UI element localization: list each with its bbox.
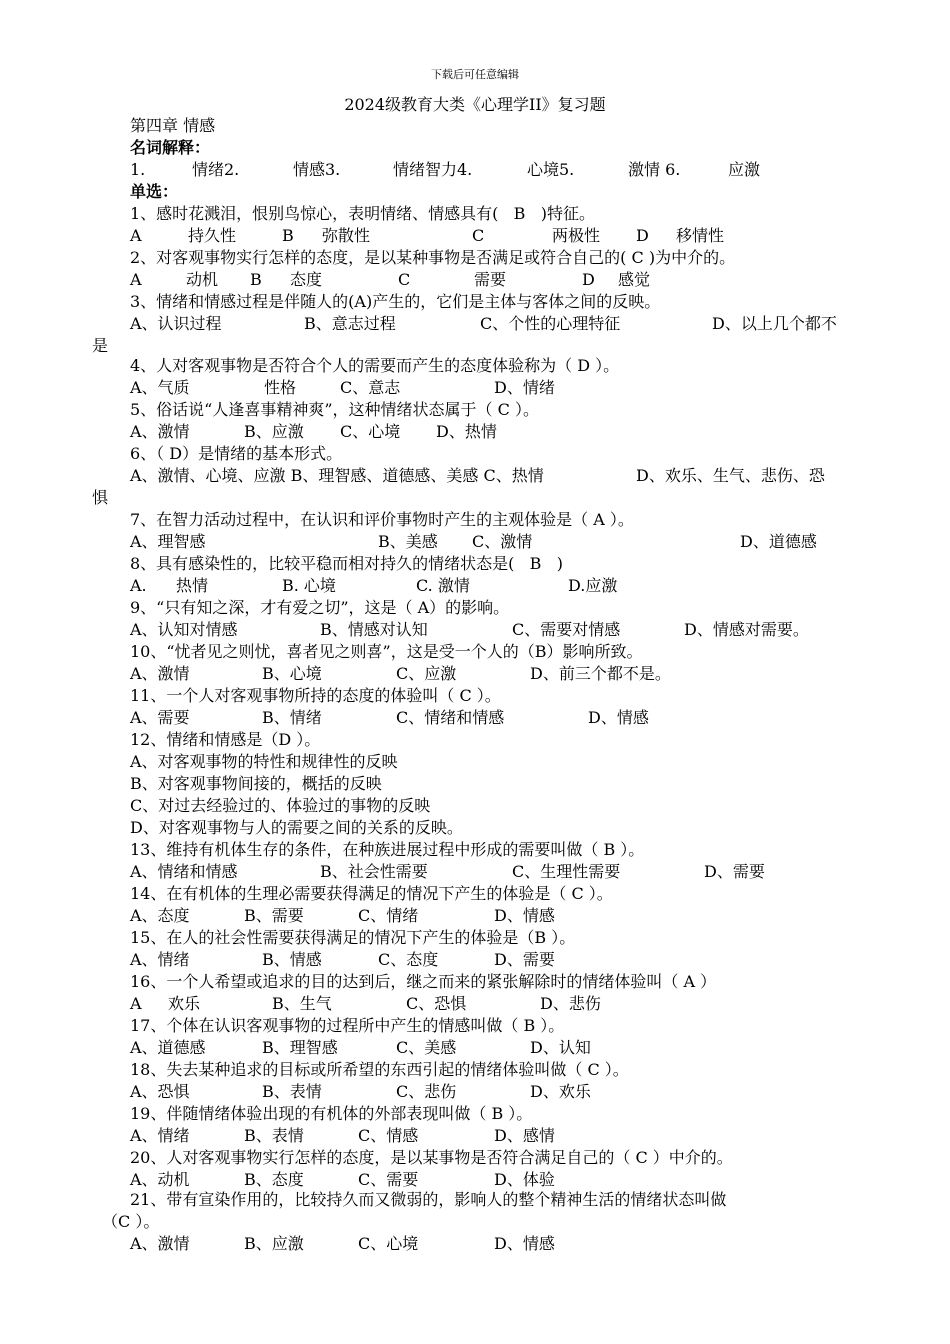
question: 13、维持有机体生存的条件，在种族进展过程中形成的需要叫做（ B ）。: [130, 840, 645, 859]
option: D、以上几个都不: [712, 314, 837, 333]
option: A、对客观事物的特性和规律性的反映: [130, 752, 398, 771]
option: D、悲伤: [540, 994, 601, 1013]
term: 应激: [728, 160, 761, 179]
option: D、需要: [704, 862, 765, 881]
question-continuation: 是: [92, 336, 109, 355]
term: 情感3.: [293, 160, 341, 179]
option: B、应激: [244, 422, 304, 441]
option: D、体验: [494, 1170, 555, 1189]
question: 1、感时花溅泪，恨别鸟惊心，表明情绪、情感具有( B )特征。: [130, 204, 595, 223]
section-terms-heading: 名词解释：: [130, 138, 211, 157]
option: C、意志: [340, 378, 401, 397]
term: 激情 6.: [628, 160, 681, 179]
option: C、需要对情感: [512, 620, 621, 639]
option: B. 心境: [282, 576, 336, 595]
option: D、情感: [494, 1234, 555, 1253]
option: A、情绪: [130, 950, 190, 969]
option: C、心境: [340, 422, 401, 441]
option: A、情绪和情感: [130, 862, 238, 881]
option: D、欢乐: [530, 1082, 591, 1101]
option: 持久性: [188, 226, 237, 245]
option: D、前三个都不是。: [530, 664, 671, 683]
option: A、需要: [130, 708, 190, 727]
option: B、对客观事物间接的，概括的反映: [130, 774, 382, 793]
option: C、情绪: [358, 906, 419, 925]
option: A、认识过程: [130, 314, 222, 333]
question: 21、带有宣染作用的，比较持久而又微弱的，影响人的整个精神生活的情绪状态叫做: [130, 1190, 727, 1209]
option: A、恐惧: [130, 1082, 190, 1101]
option: A、激情: [130, 664, 190, 683]
option: A、动机: [130, 1170, 190, 1189]
option: B、情感对认知: [320, 620, 428, 639]
option: A: [130, 994, 142, 1013]
term: 情绪2.: [192, 160, 240, 179]
option: D、热情: [436, 422, 497, 441]
option: 热情: [176, 576, 209, 595]
option: B、心境: [262, 664, 322, 683]
option: C. 激情: [416, 576, 470, 595]
question-continuation: 惧: [92, 488, 109, 507]
option: C: [398, 270, 411, 289]
option: A、认知对情感: [130, 620, 238, 639]
option: A: [130, 226, 142, 245]
option: D: [636, 226, 649, 245]
question: 19、伴随情绪体验出现的有机体的外部表现叫做（ B ）。: [130, 1104, 533, 1123]
option: B、意志过程: [304, 314, 396, 333]
question: 14、在有机体的生理必需要获得满足的情况下产生的体验是（ C ）。: [130, 884, 613, 903]
option: C、应激: [396, 664, 457, 683]
option: C、需要: [358, 1170, 419, 1189]
question: 12、情绪和情感是（D ）。: [130, 730, 321, 749]
option: C、心境: [358, 1234, 419, 1253]
option: A、激情: [130, 1234, 190, 1253]
question: 11、一个人对客观事物所持的态度的体验叫（ C ）。: [130, 686, 501, 705]
option: D、情感: [494, 906, 555, 925]
option: C、悲伤: [396, 1082, 457, 1101]
option: D.应激: [568, 576, 618, 595]
option: B、表情: [244, 1126, 304, 1145]
option: B、生气: [272, 994, 332, 1013]
option: B、理智感: [262, 1038, 338, 1057]
option: D、认知: [530, 1038, 591, 1057]
option: D: [582, 270, 595, 289]
question: 15、在人的社会性需要获得满足的情况下产生的体验是（B ）。: [130, 928, 576, 947]
option: B、美感: [378, 532, 438, 551]
option: C、对过去经验过的、体验过的事物的反映: [130, 796, 431, 815]
option: A、激情、心境、应激 B、理智感、道德感、美感 C、热情: [130, 466, 544, 485]
question: 5、俗话说“人逢喜事精神爽”，这种情绪状态属于（ C ）。: [130, 400, 539, 419]
question: 7、在智力活动过程中，在认识和评价事物时产生的主观体验是（ A ）。: [130, 510, 634, 529]
option: D、感情: [494, 1126, 555, 1145]
term: 情绪智力4.: [393, 160, 473, 179]
option: C、激情: [472, 532, 533, 551]
option: 动机: [186, 270, 219, 289]
option: D、情绪: [494, 378, 555, 397]
option: 需要: [474, 270, 507, 289]
option: B、情感: [262, 950, 322, 969]
option: C: [472, 226, 485, 245]
option: A、情绪: [130, 1126, 190, 1145]
option: C、美感: [396, 1038, 457, 1057]
option: B、社会性需要: [320, 862, 428, 881]
question: 3、情绪和情感过程是伴随人的(A)产生的，它们是主体与客体之间的反映。: [130, 292, 661, 311]
option: C、恐惧: [406, 994, 467, 1013]
option: C、情绪和情感: [396, 708, 505, 727]
option: D、需要: [494, 950, 555, 969]
question: 6、（ D）是情绪的基本形式。: [130, 444, 343, 463]
question: 10、“忧者见之则忧，喜者见之则喜”，这是受一个人的（B）影响所致。: [130, 642, 643, 661]
question: 20、人对客观事物实行怎样的态度，是以某事物是否符合满足自己的（ C ）中介的。: [130, 1148, 733, 1167]
option: A、气质: [130, 378, 190, 397]
question: 18、失去某种追求的目标或所希望的东西引起的情绪体验叫做（ C ）。: [130, 1060, 629, 1079]
option: 性格: [264, 378, 297, 397]
option: B: [282, 226, 294, 245]
option: 弥散性: [322, 226, 371, 245]
question: 9、“只有知之深，才有爱之切”，这是（ A）的影响。: [130, 598, 510, 617]
option: C、个性的心理特征: [480, 314, 621, 333]
option: D、情感: [588, 708, 649, 727]
question: 2、对客观事物实行怎样的态度，是以某种事物是否满足或符合自己的( C )为中介的。: [130, 248, 736, 267]
option: D、对客观事物与人的需要之间的关系的反映。: [130, 818, 463, 837]
option: B: [250, 270, 262, 289]
question: 8、具有感染性的，比较平稳而相对持久的情绪状态是( B ): [130, 554, 563, 573]
option: 移情性: [676, 226, 725, 245]
chapter-heading: 第四章 情感: [130, 116, 216, 135]
option: A、激情: [130, 422, 190, 441]
question-continuation: （C ）。: [102, 1212, 160, 1231]
document-title: 2024级教育大类《心理学II》复习题: [344, 95, 606, 114]
question: 4、人对客观事物是否符合个人的需要而产生的态度体验称为（ D ）。: [130, 356, 620, 375]
section-single-heading: 单选：: [130, 182, 179, 201]
option: A、理智感: [130, 532, 206, 551]
option: C、生理性需要: [512, 862, 621, 881]
option: D、情感对需要。: [684, 620, 809, 639]
option: B、态度: [244, 1170, 304, 1189]
option: 欢乐: [168, 994, 201, 1013]
option: C、情感: [358, 1126, 419, 1145]
term: 心境5.: [527, 160, 575, 179]
option: B、情绪: [262, 708, 322, 727]
option: B、表情: [262, 1082, 322, 1101]
option: 两极性: [552, 226, 601, 245]
term: 1.: [130, 160, 146, 179]
option: A、态度: [130, 906, 190, 925]
option: C、态度: [378, 950, 439, 969]
option: A、道德感: [130, 1038, 206, 1057]
option: 感觉: [618, 270, 651, 289]
option: A: [130, 270, 142, 289]
question: 17、个体在认识客观事物的过程所中产生的情感叫做（ B ）。: [130, 1016, 565, 1035]
option: 态度: [290, 270, 323, 289]
option: D、欢乐、生气、悲伤、恐: [636, 466, 825, 485]
header-note: 下载后可任意编辑: [431, 68, 519, 81]
option: B、需要: [244, 906, 304, 925]
question: 16、一个人希望或追求的目的达到后，继之而来的紧张解除时的情绪体验叫（ A ）: [130, 972, 717, 991]
option: D、道德感: [740, 532, 817, 551]
option: B、应激: [244, 1234, 304, 1253]
option: A.: [130, 576, 147, 595]
